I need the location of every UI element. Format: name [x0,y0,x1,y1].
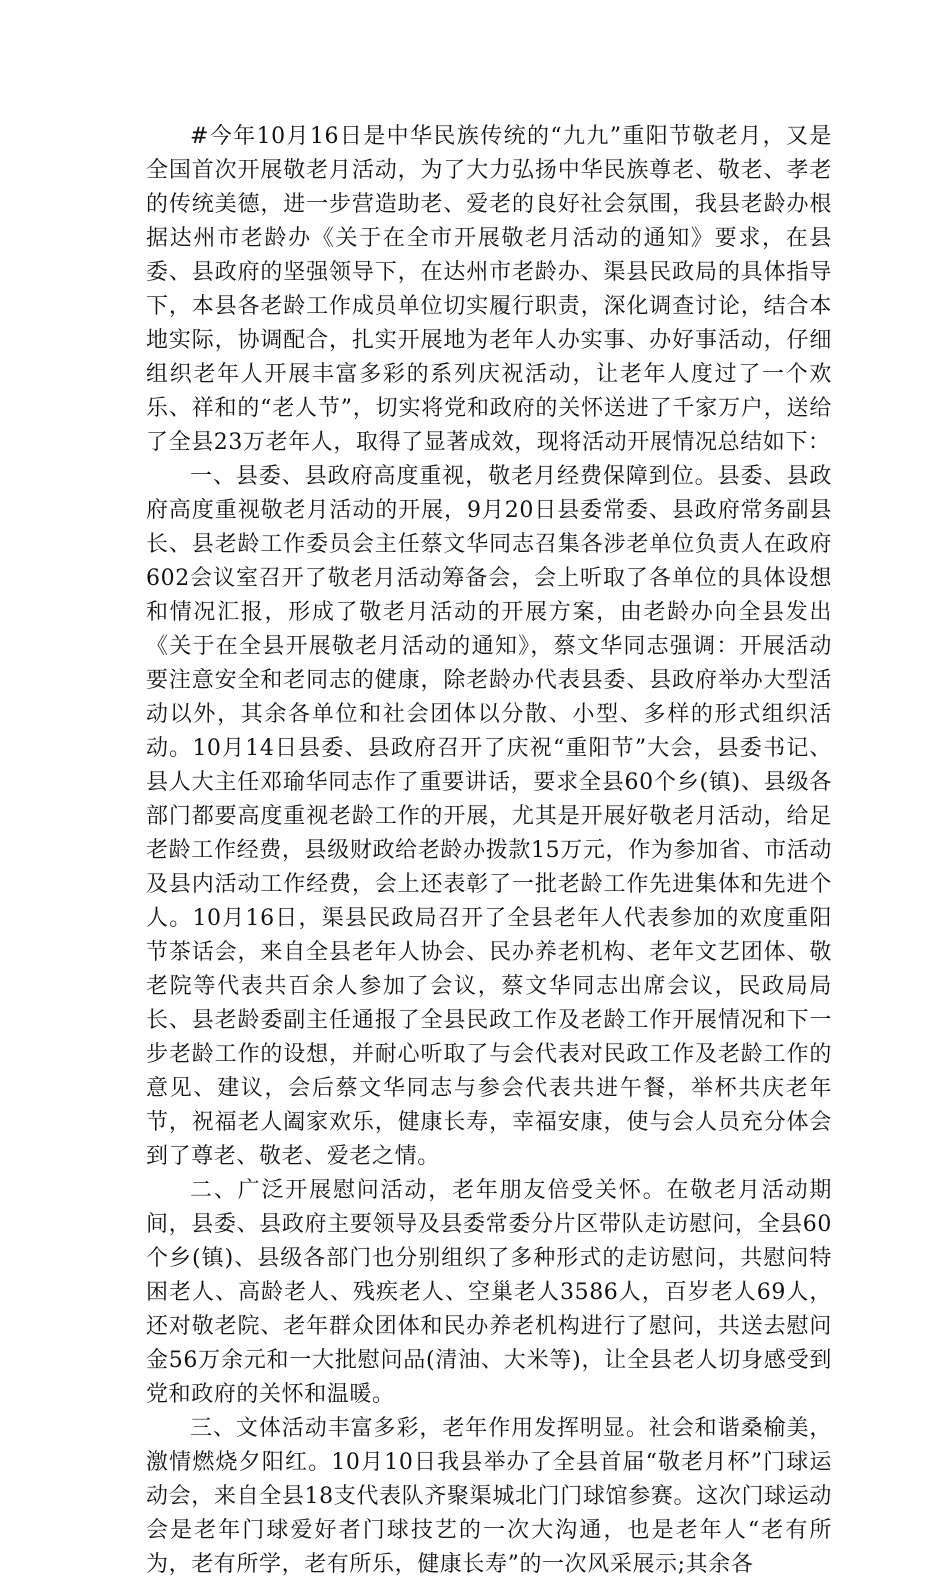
paragraph-section-3: 三、文体活动丰富多彩，老年作用发挥明显。社会和谐桑榆美，激情燃烧夕阳红。10月10日我县举办了全县首届“敬老月杯”门球运动会，来自全县18支代表队齐聚渠城北门门球馆参赛。这次门球运动会是老年门球爱好者门球技艺的一次大沟通，也是老年人“老有所为，老有所学，老有所乐，健康长寿”的一次风采展示;其余各 [146,1416,832,1577]
paragraph-intro: #今年10月16日是中华民族传统的“九九”重阳节敬老月，又是全国首次开展敬老月活动，为了大力弘扬中华民族尊老、敬老、孝老的传统美德，进一步营造助老、爱老的良好社会氛围，我县老龄办根据达州市老龄办《关于在全市开展敬老月活动的通知》要求，在县委、县政府的坚强领导下，在达州市老龄办、渠县民政局的具体指导下，本县各老龄工作成员单位切实履行职责，深化调查讨论，结合本地实际，协调配合，扎实开展地为老年人办实事、办好事活动，仔细组织老年人开展丰富多彩的系列庆祝活动，让老年人度过了一个欢乐、祥和的“老人节”，切实将党和政府的关怀送进了千家万户，送给了全县23万老年人，取得了显著成效，现将活动开展情况总结如下： [146,124,832,455]
paragraph-section-2: 二、广泛开展慰问活动，老年朋友倍受关怀。在敬老月活动期间，县委、县政府主要领导及县委常委分片区带队走访慰问，全县60个乡(镇)、县级各部门也分别组织了多种形式的走访慰问，共慰问特困老人、高龄老人、残疾老人、空巢老人3586人，百岁老人69人，还对敬老院、老年群众团体和民办养老机构进行了慰问，共送去慰问金56万余元和一大批慰问品(清油、大米等)，让全县老人切身感受到党和政府的关怀和温暖。 [146,1178,832,1407]
document-body [146,120,832,1582]
paragraph-section-1: 一、县委、县政府高度重视，敬老月经费保障到位。县委、县政府高度重视敬老月活动的开展，9月20日县委常委、县政府常务副县长、县老龄工作委员会主任蔡文华同志召集各涉老单位负责人在政府602会议室召开了敬老月活动筹备会，会上听取了各单位的具体设想和情况汇报，形成了敬老月活动的开展方案，由老龄办向全县发出《关于在全县开展敬老月活动的通知》，蔡文华同志强调：开展活动要注意安全和老同志的健康，除老龄办代表县委、县政府举办大型活动以外，其余各单位和社会团体以分散、小型、多样的形式组织活动。10月14日县委、县政府召开了庆祝“重阳节”大会，县委书记、县人大主任邓瑜华同志作了重要讲话，要求全县60个乡(镇)、县级各部门都要高度重视老龄工作的开展，尤其是开展好敬老月活动，给足老龄工作经费，县级财政给老龄办拨款15万元，作为参加省、市活动及县内活动工作经费，会上还表彰了一批老龄工作先进集体和先进个人。10月16日，渠县民政局召开了全县老年人代表参加的欢度重阳节茶话会，来自全县老年人协会、民办养老机构、老年文艺团体、敬老院等代表共百余人参加了会议，蔡文华同志出席会议，民政局局长、县老龄委副主任通报了全县民政工作及老龄工作开展情况和下一步老龄工作的设想，并耐心听取了与会代表对民政工作及老龄工作的意见、建议，会后蔡文华同志与参会代表共进午餐，举杯共庆老年节，祝福老人阖家欢乐，健康长寿，幸福安康，使与会人员充分体会到了尊老、敬老、爱老之情。 [146,464,832,1169]
